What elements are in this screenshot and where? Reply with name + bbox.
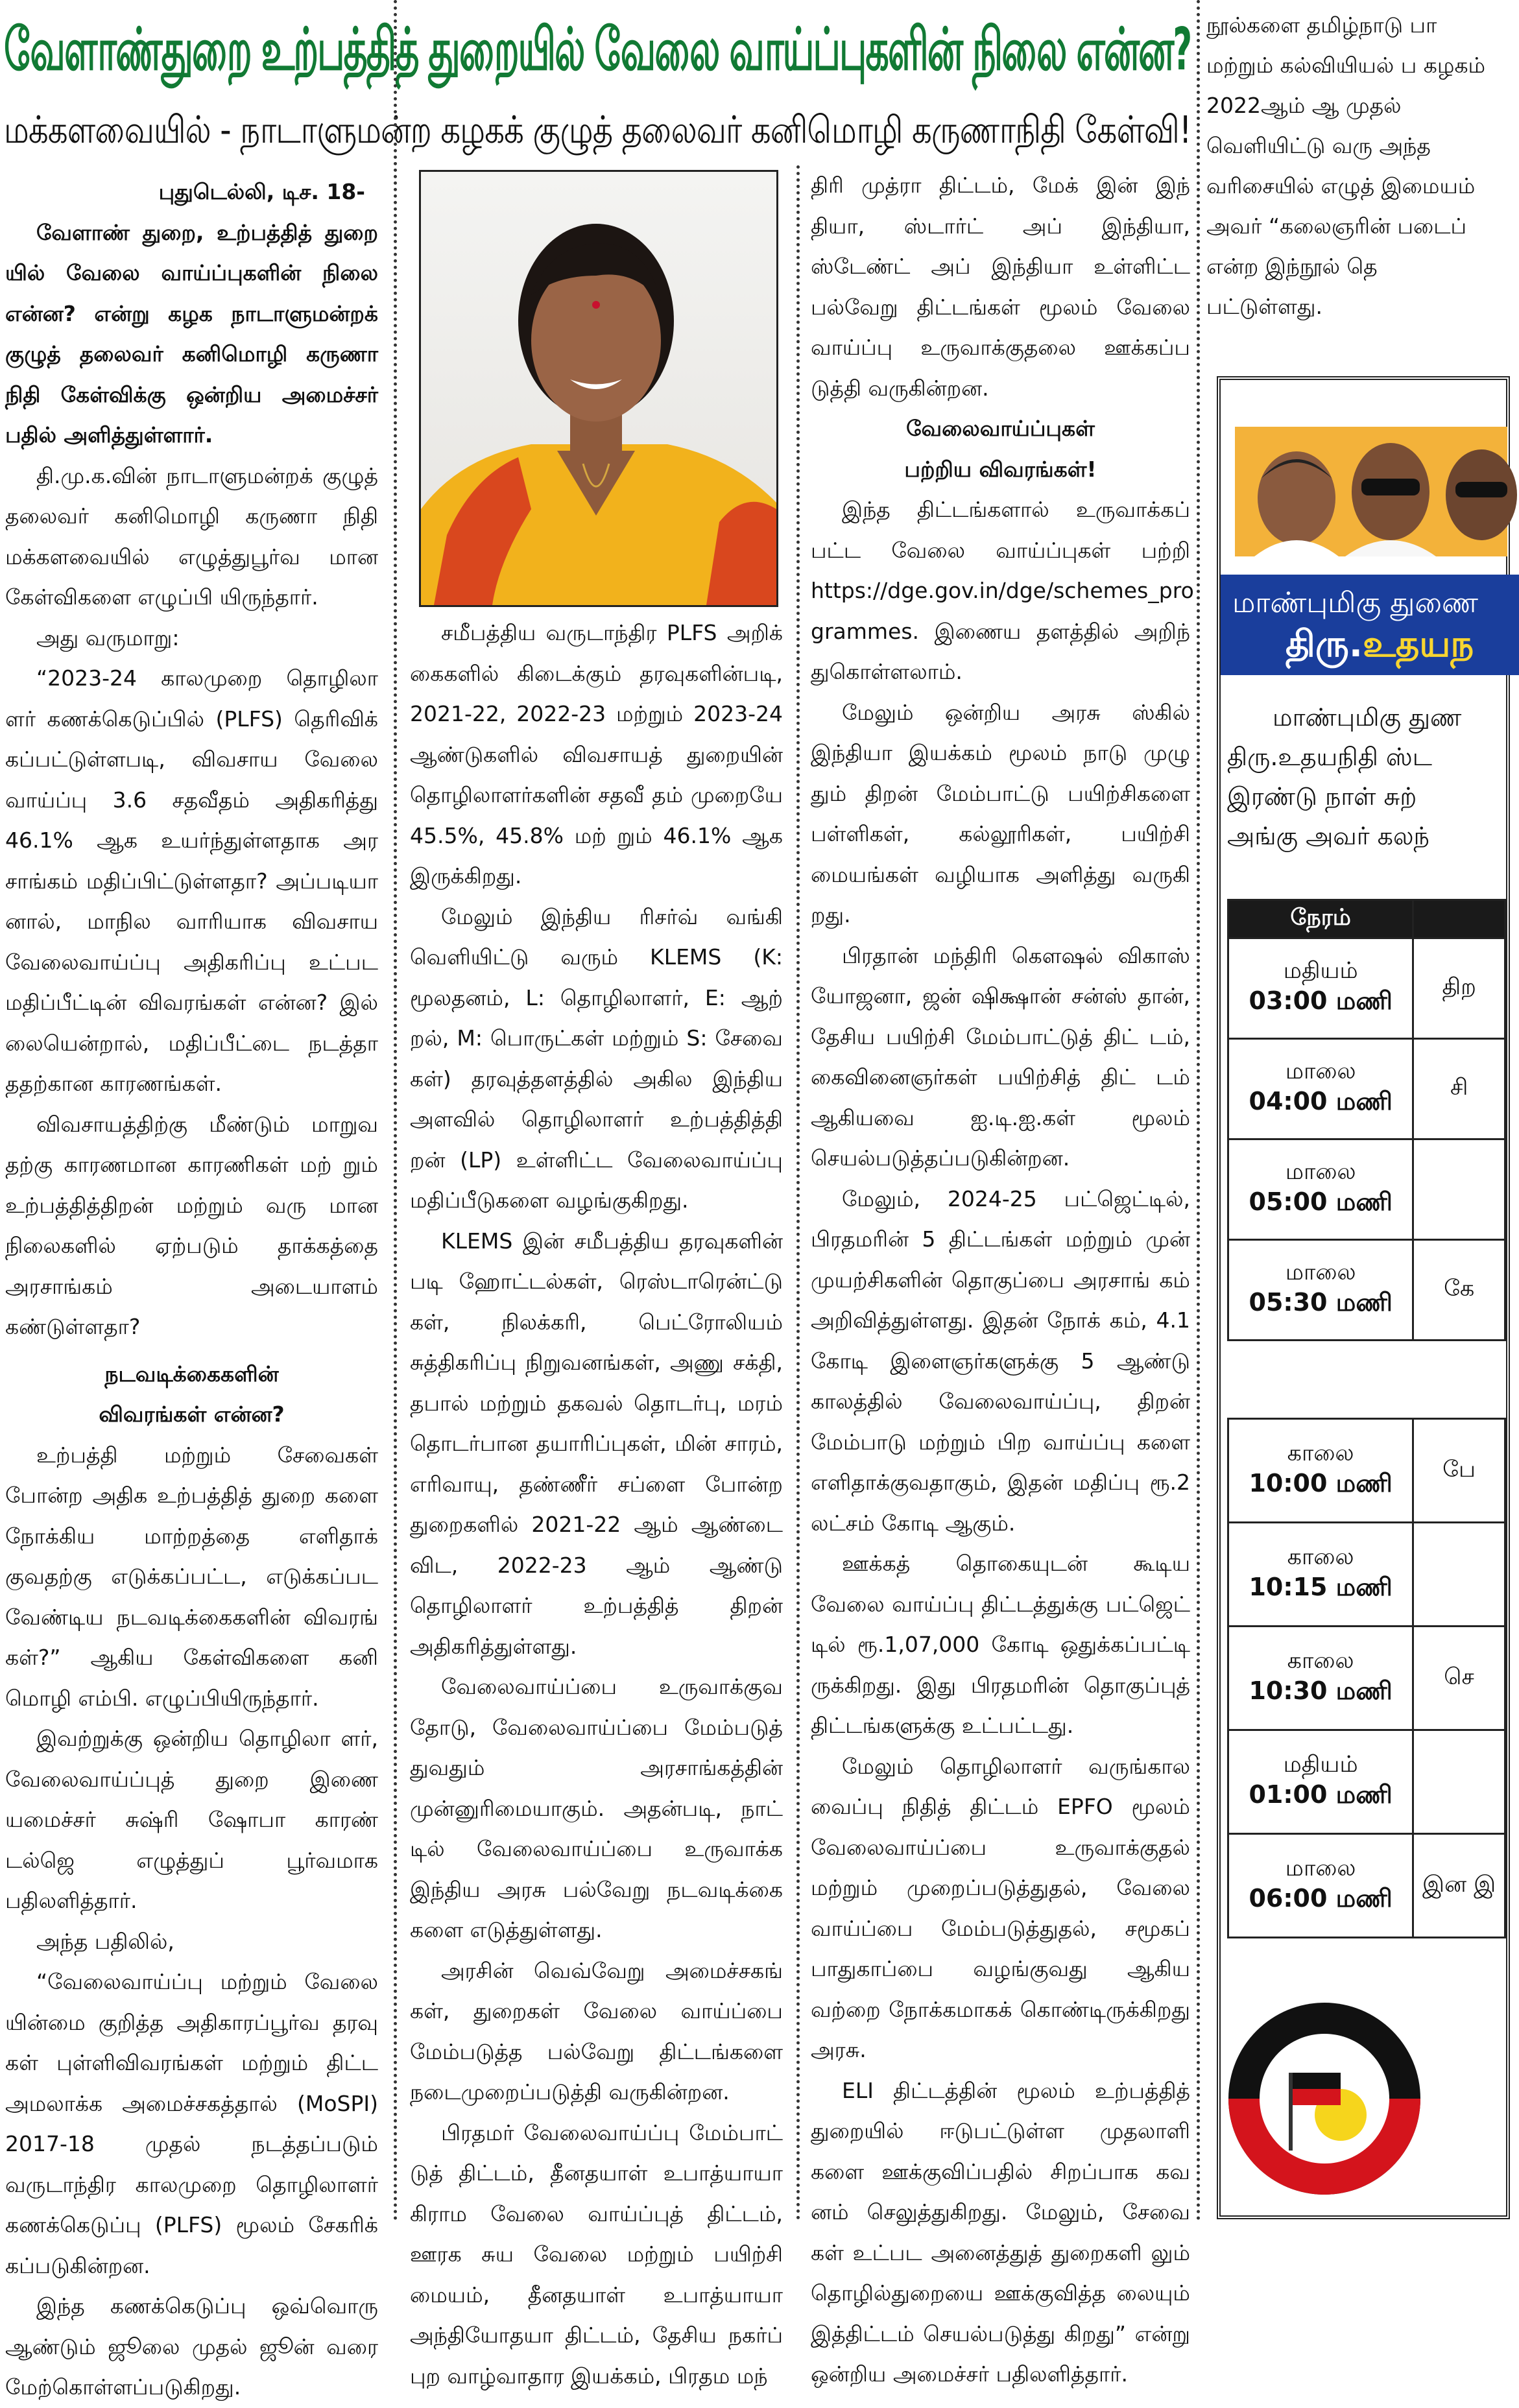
- time-value: 01:00: [1249, 1780, 1328, 1809]
- paragraph: மேலும் இந்திய ரிசர்வ் வங்கி வெளியிட்டு வரும் KLEMS (K: மூலதனம், L: தொழிலாளர், E: ஆற் றல், M: பொருட்கள் மற்றும் S: சேவை கள்) தரவுத்தளத்தில் அகில இந்திய அளவில் தொழிலாளர் உற்பத்தித்தி றன் (LP) உள்ளிட்ட வேலைவாய்ப்பு மதிப்பீடுகளை வழங்குகிறது.: [410, 903, 783, 1213]
- ad-intro-line: மாண்புமிகு துண: [1273, 703, 1462, 732]
- paragraph: திரி முத்ரா திட்டம், மேக் இன் இந் தியா, ஸ்டார்ட் அப் இந்தியா, ஸ்டேண்ட் அப் இந்தியா உள்ளிட்ட பல்வேறு திட்டங்கள் மூலம் வேலை வாய்ப்பு உருவாக்குதலை ஊக்கப்ப டுத்தி வருகின்றன.: [811, 173, 1190, 401]
- paragraph: விவசாயத்திற்கு மீண்டும் மாறுவ தற்கு காரணமான காரணிகள் மற் றும் உற்பத்தித்திறன் மற்றும் வரு மான நிலைகளில் ஏற்படும் தாக்கத்தை அரசாங்கம் அடையாளம் கண்டுள்ளதா?: [5, 1111, 378, 1339]
- table-row: [1228, 1730, 1505, 1834]
- period-label: காலை: [1287, 1440, 1354, 1466]
- period-label: காலை: [1287, 1647, 1354, 1674]
- time-label: [1229, 986, 1412, 1019]
- event-cell: சி: [1413, 1039, 1505, 1139]
- time-unit: மணி: [1335, 1187, 1393, 1216]
- time-unit: மணி: [1335, 1087, 1393, 1115]
- dateline: புதுடெல்லி, டிச. 18-: [158, 179, 365, 204]
- ad-banner-prefix: திரு.: [1286, 623, 1363, 665]
- time-unit: மணி: [1335, 1780, 1393, 1809]
- time-value: 06:00: [1249, 1883, 1328, 1913]
- period-label: மாலை: [1285, 1058, 1356, 1084]
- event-cell: பே: [1413, 1419, 1505, 1523]
- time-label: [1229, 1884, 1412, 1916]
- period-label: மாலை: [1285, 1855, 1356, 1881]
- article-column-4: [1206, 5, 1493, 342]
- ad-banner: [1221, 575, 1519, 675]
- paragraph: மேலும் தொழிலாளர் வருங்கால வைப்பு நிதித் திட்டம் EPFO மூலம் வேலைவாய்ப்பை உருவாக்குதல் மற்றும் முறைப்படுத்துதல், வேலை வாய்ப்பை மேம்படுத்துதல், சமூகப் பாதுகாப்பை வழங்குவது ஆகிய வற்றை நோக்கமாகக் கொண்டிருக்கிறது அரசு.: [811, 1753, 1190, 2062]
- article-column-3: [811, 165, 1194, 2387]
- column-divider: [796, 165, 800, 2221]
- time-label: [1229, 1288, 1412, 1320]
- time-unit: மணி: [1335, 1288, 1393, 1317]
- paragraph: மேலும் ஒன்றிய அரசு ஸ்கில் இந்தியா இயக்கம் மூலம் நாடு முழு தும் திறன் மேம்பாட்டு பயிற்சிகளை பள்ளிகள், கல்லூரிகள், பயிற்சி மையங்கள் வழியாக அளித்து வருகி றது.: [811, 699, 1190, 927]
- party-logo-icon: [1227, 2001, 1422, 2196]
- event-cell: கே: [1413, 1240, 1505, 1341]
- paragraph: ELI திட்டத்தின் மூலம் உற்பத்தித் துறையில் ஈடுபட்டுள்ள முதலாளி களை ஊக்குவிப்பதில் சிறப்பாக கவ னம் செலுத்துகிறது. மேலும், சேவை கள் உட்பட அனைத்துத் துறைகளி லும் தொழில்துறையை ஊக்குவித்த லையும் இத்திட்டம் செயல்படுத்து கிறது” என்று ஒன்றிய அமைச்சர் பதிலளித்தார்.: [811, 2077, 1190, 2387]
- table-header-event: [1413, 900, 1505, 938]
- paragraph: மேலும், 2024-25 பட்ஜெட்டில், பிரதமரின் 5 திட்டங்கள் மற்றும் முன் முயற்சிகளின் தொகுப்பை அரசாங் கம் அறிவித்துள்ளது. இதன் நோக் கம், 4.1 கோடி இளைஞர்களுக்கு 5 ஆண்டு காலத்தில் வேலைவாய்ப்பு, திறன் மேம்பாடு மற்றும் பிற வாய்ப்பு களை எளிதாக்குவதாகும், இதன் மதிப்பு ரூ.2 லட்சம் கோடி ஆகும்.: [811, 1186, 1190, 1536]
- period-label: மாலை: [1285, 1259, 1356, 1285]
- paragraph: உற்பத்தி மற்றும் சேவைகள் போன்ற அதிக உற்பத்தித் துறை களை நோக்கிய மாற்றத்தை எளிதாக் குவதற்கு எடுக்கப்பட்ட, எடுக்கப்பட வேண்டிய நடவடிக்கைகளின் விவரங் கள்?” ஆகிய கேள்விகளை கனி மொழி எம்பி. எழுப்பியிருந்தார்.: [5, 1442, 378, 1711]
- table-row: [1228, 1834, 1505, 1938]
- paragraph: இந்த கணக்கெடுப்பு ஒவ்வொரு ஆண்டும் ஜூலை முதல் ஜூன் வரை மேற்கொள்ளப்படுகிறது.: [5, 2293, 378, 2400]
- ad-banner-name: உதயந: [1363, 623, 1474, 665]
- paragraph: ஊக்கத் தொகையுடன் கூடிய வேலை வாய்ப்பு திட்டத்துக்கு பட்ஜெட் டில் ரூ.1,07,000 கோடி ஒதுக்கப்பட்டி ருக்கிறது. இது பிரதமரின் தொகுப்புத் திட்டங்களுக்கு உட்பட்டது.: [811, 1551, 1190, 1738]
- table-row: [1228, 1139, 1505, 1240]
- time-unit: மணி: [1335, 1468, 1393, 1497]
- portrait-photo: [419, 170, 778, 607]
- advertisement-box: [1217, 376, 1510, 2219]
- ad-banner-line-1: மாண்புமிகு துணை: [1232, 586, 1479, 619]
- subheadline: மக்களவையில் - நாடாளுமன்ற கழகக் குழுத் தலைவர் கனிமொழி கருணாநிதி கேள்வி!: [4, 108, 1191, 152]
- period-label: மதியம்: [1283, 1751, 1358, 1778]
- event-cell: இன இ: [1413, 1834, 1505, 1938]
- paragraph: பிரதான் மந்திரி கௌஷல் விகாஸ் யோஜனா, ஜன் ஷிக்ஷான் சன்ஸ் தான், தேசிய பயிற்சி மேம்பாட்டுத் திட் டம், கைவினைஞர்கள் பயிற்சித் திட் டம் ஆகியவை ஐ.டி.ஐ.கள் மூலம் செயல்படுத்தப்படுகின்றன.: [811, 942, 1190, 1171]
- paragraph: தி.மு.க.வின் நாடாளுமன்றக் குழுத் தலைவர் கனிமொழி கருணா நிதி மக்களவையில் எழுத்துபூர்வ மான கேள்விகளை எழுப்பி யிருந்தார்.: [5, 462, 378, 610]
- paragraph: வேலைவாய்ப்பை உருவாக்குவ தோடு, வேலைவாய்ப்பை மேம்படுத் துவதும் அரசாங்கத்தின் முன்னுரிமையாகும். அதன்படி, நாட் டில் வேலைவாய்ப்பை உருவாக்க இந்திய அரசு பல்வேறு நடவடிக்கை களை எடுத்துள்ளது.: [410, 1674, 783, 1942]
- event-cell: [1413, 1523, 1505, 1627]
- time-label: [1229, 1469, 1412, 1501]
- time-value: 05:30: [1249, 1288, 1328, 1317]
- table-header: நேரம்: [1228, 900, 1413, 938]
- time-label: [1229, 1676, 1412, 1709]
- paragraph: KLEMS இன் சமீபத்திய தரவுகளின் படி ஹோட்டல்கள், ரெஸ்டாரென்ட்டு கள், நிலக்கரி, பெட்ரோலியம் சுத்திகரிப்பு நிறுவனங்கள், அணு சக்தி, தபால் மற்றும் தகவல் தொடர்பு, மரம் தொடர்பான தயாரிப்புகள், மின் சாரம், எரிவாயு, தண்ணீர் சப்ளை போன்ற துறைகளில் 2021-22 ஆம் ஆண்டை விட, 2022-23 ஆம் ஆண்டு தொழிலாளர் உற்பத்தித் திறன் அதிகரித்துள்ளது.: [410, 1228, 783, 1659]
- table-row: [1228, 1627, 1505, 1730]
- time-cell: [1228, 1523, 1413, 1627]
- schedule-table-day2: [1227, 1418, 1506, 1938]
- time-unit: மணி: [1335, 1676, 1393, 1705]
- ad-intro: [1227, 698, 1513, 856]
- time-cell: [1228, 1139, 1413, 1240]
- period-label: மதியம்: [1283, 958, 1358, 984]
- subheading: விவரங்கள் என்ன?: [99, 1401, 285, 1427]
- event-cell: [1413, 1730, 1505, 1834]
- time-cell: [1228, 1240, 1413, 1341]
- table-row: [1228, 938, 1505, 1039]
- time-cell: [1228, 1730, 1413, 1834]
- time-label: [1229, 1187, 1412, 1220]
- time-label: [1229, 1573, 1412, 1605]
- schedule-table-day1: [1227, 899, 1506, 1341]
- table-row: [1228, 1039, 1505, 1139]
- ad-intro-line: இரண்டு நாள் சுற்: [1227, 782, 1417, 811]
- table-row: [1228, 1419, 1505, 1523]
- paragraph: பிரதமர் வேலைவாய்ப்பு மேம்பாட் டுத் திட்டம், தீனதயாள் உபாத்யாயா கிராம வேலை வாய்ப்புத் திட்டம், ஊரக சுய வேலை மற்றும் பயிற்சி மையம், தீனதயாள் உபாத்யாயா அந்தியோதயா திட்டம், தேசிய நகர்ப் புற வாழ்வாதார இயக்கம், பிரதம மந்: [410, 2119, 783, 2389]
- time-cell: [1228, 1419, 1413, 1523]
- article-column-2: [410, 613, 783, 2389]
- time-value: 04:00: [1249, 1087, 1328, 1115]
- time-cell: [1228, 1834, 1413, 1938]
- time-value: 05:00: [1249, 1187, 1328, 1216]
- leaders-photo-icon: [1235, 427, 1507, 556]
- headline: வேளாண்துறை உற்பத்தித் துறையில் வேலை வாய்ப்புகளின் நிலை என்ன?: [4, 16, 1191, 84]
- time-unit: மணி: [1335, 1572, 1393, 1601]
- time-value: 10:15: [1249, 1572, 1328, 1601]
- time-unit: மணி: [1335, 986, 1393, 1015]
- event-cell: [1413, 1139, 1505, 1240]
- leaders-photo: [1235, 427, 1507, 556]
- time-cell: [1228, 1039, 1413, 1139]
- paragraph: “2023-24 காலமுறை தொழிலா ளர் கணக்கெடுப்பில் (PLFS) தெரிவிக் கப்பட்டுள்ளபடி, விவசாய வேலை வாய்ப்பு 3.6 சதவீதம் அதிகரித்து 46.1% ஆக உயர்ந்துள்ளதாக அர சாங்கம் மதிப்பிட்டுள்ளதா? அப்படியா னால், மாநில வாரியாக விவசாய வேலைவாய்ப்பு அதிகரிப்பு உட்பட மதிப்பீட்டின் விவரங்கள் என்ன? இல் லையென்றால், மதிப்பீட்டை நடத்தா ததற்கான காரணங்கள்.: [5, 665, 378, 1096]
- paragraph: இந்த திட்டங்களால் உருவாக்கப் பட்ட வேலை வாய்ப்புகள் பற்றி https://dge.gov.in/dge/schemes_pro grammes. இணைய தளத்தில் அறிந் துகொள்ளலாம்.: [811, 497, 1194, 684]
- table-row: [1228, 1523, 1505, 1627]
- time-value: 10:00: [1249, 1468, 1328, 1497]
- dmk-youth-wing-logo: [1227, 2001, 1422, 2196]
- column-divider: [394, 0, 397, 2222]
- subheading: நடவடிக்கைகளின்: [104, 1361, 279, 1387]
- paragraph: இவற்றுக்கு ஒன்றிய தொழிலா ளர், வேலைவாய்ப்புத் துறை இணை யமைச்சர் சுஷ்ரி ஷோபா காரண் டல்ஜெ எழுத்துப் பூர்வமாக பதிலளித்தார்.: [5, 1726, 378, 1913]
- ad-intro-line: திரு.உதயநிதி ஸ்ட: [1227, 743, 1432, 771]
- column-divider: [1197, 0, 1200, 2222]
- lead-paragraph: வேளாண் துறை, உற்பத்தித் துறை யில் வேலை வாய்ப்புகளின் நிலை என்ன? என்று கழக நாடாளுமன்றக் குழுத் தலைவர் கனிமொழி கருணா நிதி கேள்விக்கு ஒன்றிய அமைச்சர் பதில் அளித்துள்ளார்.: [5, 219, 378, 447]
- paragraph: சமீபத்திய வருடாந்திர PLFS அறிக் கைகளில் கிடைக்கும் தரவுகளின்படி, 2021-22, 2022-23 மற்றும் 2023-24 ஆண்டுகளில் விவசாயத் துறையின் தொழிலாளர்களின் சதவீ தம் முறையே 45.5%, 45.8% மற் றும் 46.1% ஆக இருக்கிறது.: [410, 620, 783, 888]
- paragraph: அரசின் வெவ்வேறு அமைச்சகங் கள், துறைகள் வேலை வாய்ப்பை மேம்படுத்த பல்வேறு திட்டங்களை நடைமுறைப்படுத்தி வருகின்றன.: [410, 1957, 783, 2104]
- portrait-photo-icon: [421, 172, 776, 605]
- time-label: [1229, 1087, 1412, 1119]
- ad-intro-line: அங்கு அவர் கலந்: [1227, 822, 1429, 850]
- time-cell: [1228, 1627, 1413, 1730]
- paragraph: “வேலைவாய்ப்பு மற்றும் வேலை யின்மை குறித்த அதிகாரப்பூர்வ தரவு கள் புள்ளிவிவரங்கள் மற்றும் திட்ட அமலாக்க அமைச்சகத்தால் (MoSPI) 2017-18 முதல் நடத்தப்படும் வருடாந்திர காலமுறை தொழிலாளர் கணக்கெடுப்பு (PLFS) மூலம் சேகரிக் கப்படுகின்றன.: [5, 1969, 378, 2278]
- subheading: பற்றிய விவரங்கள்!: [904, 456, 1097, 482]
- period-label: மாலை: [1285, 1159, 1356, 1185]
- time-cell: [1228, 938, 1413, 1039]
- article-column-1: [5, 172, 378, 2400]
- paragraph: அது வருமாறு:: [36, 625, 180, 650]
- time-value: 03:00: [1249, 986, 1328, 1015]
- ad-banner-line-2: [1286, 623, 1474, 670]
- period-label: காலை: [1287, 1544, 1354, 1570]
- time-value: 10:30: [1249, 1676, 1328, 1705]
- paragraph: நூல்களை தமிழ்நாடு பா மற்றும் கல்வியியல் ப கழகம் 2022ஆம் ஆ முதல் வெளியிட்டு வரு அந்த வரிசையில் எழுத் இமையம் அவர் “கலைஞரின் படைப் என்ற இந்நூல் தெ பட்டுள்ளது.: [1206, 12, 1486, 319]
- event-cell: செ: [1413, 1627, 1505, 1730]
- time-label: [1229, 1780, 1412, 1813]
- time-unit: மணி: [1335, 1883, 1393, 1913]
- table-row: [1228, 1240, 1505, 1341]
- paragraph: அந்த பதிலில்,: [36, 1928, 174, 1954]
- subheading: வேலைவாய்ப்புகள்: [906, 416, 1095, 441]
- event-cell: திற: [1413, 938, 1505, 1039]
